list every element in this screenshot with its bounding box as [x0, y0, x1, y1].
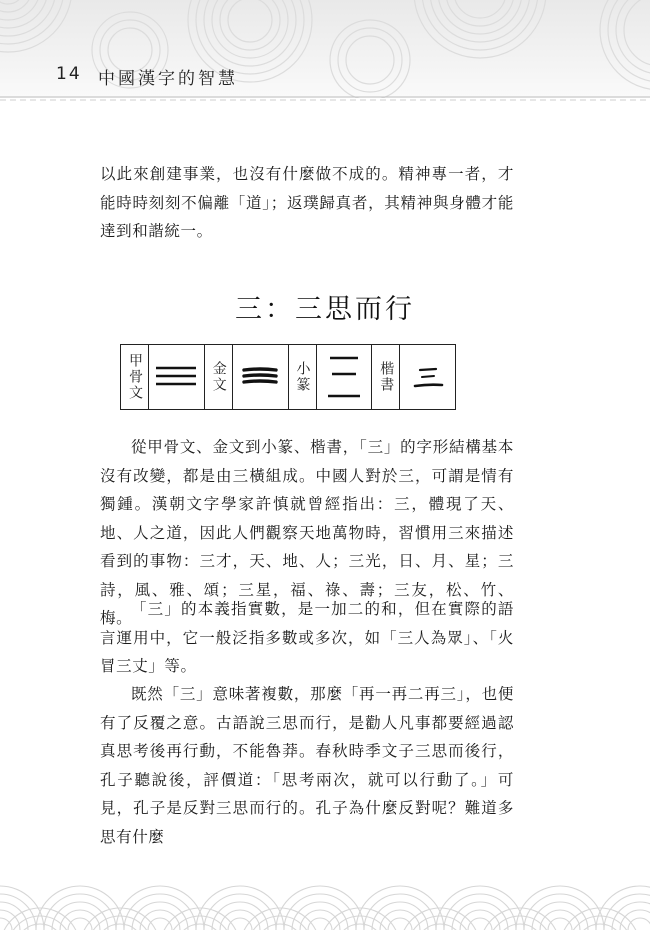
script-label-oracle-bone: 甲骨文: [121, 345, 149, 409]
paragraph: 既然「三」意味著複數，那麼「再一再二再三」，也便有了反覆之意。古語說三思而行，是勸人凡事都要經過認真思考後再行動，不能魯莽。春秋時季文子三思而後行，孔子聽說後，評價道：「思考兩次，就可以行動了。」可見，孔子是反對三思而行的。孔子為什麼反對呢？難道多思有什麼: [100, 685, 514, 846]
script-label-bronze: 金文: [205, 345, 233, 409]
small-seal-three-glyph: [317, 345, 373, 409]
section-heading: 三：三思而行: [235, 294, 415, 325]
script-label-regular: 楷書: [372, 345, 400, 409]
paragraph: 從甲骨文、金文到小篆、楷書，「三」的字形結構基本沒有改變，都是由三橫組成。中國人對於三，可謂是情有獨鍾。漢朝文字學家許慎就曾經指出：三，體現了天、地、人之道，因此人們觀察天地萬物時，習慣用三來描述看到的事物：三才，天、地、人；三光，日、月、星；三詩，風、雅、頌；三星，福、祿、壽；三友，松、竹、梅。: [100, 438, 514, 627]
page-number: 14: [56, 64, 82, 84]
bronze-three-glyph: [233, 345, 289, 409]
regular-script-three-glyph: [400, 345, 455, 409]
header-band: [0, 0, 650, 98]
paragraph: 「三」的本義指實數，是一加二的和，但在實際的語言運用中，它一般泛指多數或多次，如「三人為眾」、「火冒三丈」等。: [100, 600, 514, 675]
footer-wave-decoration: [0, 858, 650, 930]
paragraph: 以此來創建事業，也沒有什麼做不成的。精神專一者，才能時時刻刻不偏離「道」；返璞歸真者，其精神與身體才能達到和諧統一。: [100, 165, 514, 240]
script-label-small-seal: 小篆: [289, 345, 317, 409]
book-title: 中國漢字的智慧: [98, 69, 238, 89]
header-rule: [0, 96, 650, 102]
script-evolution-table: [120, 344, 456, 410]
oracle-bone-three-glyph: [149, 345, 205, 409]
